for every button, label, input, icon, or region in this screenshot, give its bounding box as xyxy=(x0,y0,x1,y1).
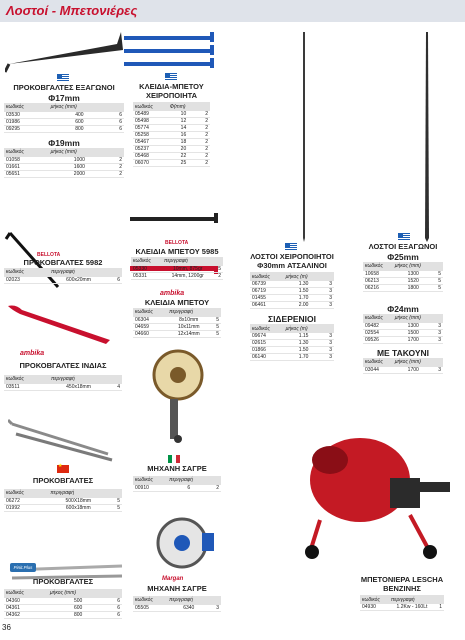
table-cell: 04361 xyxy=(4,604,48,611)
table-row xyxy=(250,295,334,302)
table-cell: 10 xyxy=(168,111,200,118)
table-row xyxy=(363,329,443,336)
table-row xyxy=(133,485,221,492)
table-row xyxy=(4,504,122,511)
section-subtitle-2: Φ19mm xyxy=(48,137,80,148)
bellota-logo: BELLOTA xyxy=(165,240,189,246)
table-cell: 2 xyxy=(199,139,210,146)
flag-greece xyxy=(57,74,69,82)
flag-italy xyxy=(168,455,180,463)
table-cell: 3 xyxy=(324,354,334,361)
page-title: Λοστοί - Μπετονιέρες xyxy=(6,3,138,18)
section-subtitle: Φ17mm xyxy=(48,92,80,103)
table-header-cell: κωδικός xyxy=(4,148,49,157)
table-cell: 6 xyxy=(110,118,124,125)
table-cell: 600 xyxy=(48,604,109,611)
table-row xyxy=(363,336,443,343)
table-cell: 1000 xyxy=(49,157,111,164)
table-cell: 06461 xyxy=(250,302,284,309)
section-title: ΜΗΧΑΝΗ ΣΑΓΡΕ xyxy=(147,584,207,593)
table-header-cell xyxy=(210,308,221,317)
table-cell: 00910 xyxy=(133,485,167,492)
table-row xyxy=(4,163,124,170)
flag-china xyxy=(57,465,69,473)
red-crowbar-image xyxy=(2,300,117,350)
table-header-cell: περιγραφή xyxy=(167,596,210,605)
table-cell: 5 xyxy=(108,504,122,511)
product-table-2 xyxy=(250,324,334,361)
table-header-cell: περιγραφή xyxy=(49,268,108,277)
section-subtitle-3: ΜΕ ΤΑΚΟΥΝΙ xyxy=(376,347,430,358)
table-cell: 1300 xyxy=(393,271,434,278)
table-cell: 2 xyxy=(199,146,210,153)
table-cell: 2 xyxy=(199,125,210,132)
table-cell: 2 xyxy=(110,170,124,177)
table-cell: 06140 xyxy=(250,354,284,361)
table-cell: 1300 xyxy=(393,323,434,330)
table-cell: 09482 xyxy=(363,323,393,330)
product-table xyxy=(133,308,221,338)
table-header-cell: κωδικός xyxy=(4,103,49,112)
table-cell: 5 xyxy=(434,277,443,284)
product-table-2 xyxy=(4,148,124,178)
table-row xyxy=(133,330,221,337)
table-header-cell: κωδικός xyxy=(363,358,393,367)
table-cell: 05330 xyxy=(131,266,162,273)
table-cell: 1.30 xyxy=(284,340,324,347)
table-cell: 05505 xyxy=(133,605,167,612)
table-header-cell xyxy=(324,324,334,333)
table-header-cell xyxy=(199,102,210,111)
product-table xyxy=(363,262,443,292)
table-cell: 05774 xyxy=(133,125,168,132)
table-cell: 12 xyxy=(168,118,200,125)
table-cell: 6 xyxy=(108,604,122,611)
table-cell: 1800 xyxy=(393,284,434,291)
table-cell: 6 xyxy=(108,611,122,618)
section-title: ΚΛΕΙΔΙΑ-ΜΠΕΤΟΥ ΧΕΙΡΟΠΟΙΗΤΑ xyxy=(139,82,204,100)
table-header-cell: μήκος (mm) xyxy=(393,262,434,271)
table-header-cell: κωδικός xyxy=(360,595,389,604)
table-cell: 06272 xyxy=(4,498,48,505)
table-cell: 6 xyxy=(108,598,122,605)
table-header-cell: κωδικός xyxy=(250,272,284,281)
section-india-crowbars xyxy=(4,362,122,391)
section-title: ΠΡΟΚΟΒΓΑΛΤΕΣ xyxy=(32,476,94,485)
ambika-logo: ambika xyxy=(160,290,185,297)
table-row xyxy=(363,277,443,284)
table-row xyxy=(4,277,122,284)
table-cell: 8x10mm xyxy=(167,317,210,324)
table-cell: 2 xyxy=(199,111,210,118)
table-cell: 05237 xyxy=(133,146,168,153)
table-header-cell xyxy=(210,596,221,605)
table-cell: 1.15 xyxy=(284,333,324,340)
table-header-cell: περιγραφή xyxy=(167,308,210,317)
table-cell: 06719 xyxy=(250,288,284,295)
table-row xyxy=(4,170,124,177)
table-cell: 05498 xyxy=(133,118,168,125)
section-subtitle-2: Φ24mm xyxy=(387,303,419,314)
table-header-cell xyxy=(108,589,122,598)
table-header-cell xyxy=(110,103,124,112)
table-header-cell: περιγραφή xyxy=(49,375,108,384)
concrete-key-blue-image xyxy=(120,28,220,73)
section-title: ΚΛΕΙΔΙΑ ΜΠΕΤΟΥ 5985 xyxy=(135,247,219,256)
table-row xyxy=(133,146,210,153)
table-cell: 3 xyxy=(210,605,221,612)
table-cell: 04930 xyxy=(360,604,389,611)
product-table xyxy=(133,476,221,492)
table-cell: 10mm, 875gr xyxy=(162,266,213,273)
table-header-cell: Φ(mm) xyxy=(168,102,200,111)
table-cell: 06216 xyxy=(363,284,393,291)
table-cell: 6 xyxy=(108,277,122,284)
table-cell: 450x18mm xyxy=(49,384,108,391)
margan-logo: Margan xyxy=(162,576,184,582)
table-header-cell: περιγραφή xyxy=(48,489,108,498)
pinit-logo: Pinit.Plus xyxy=(10,563,36,572)
table-header-cell: κωδικός xyxy=(363,262,393,271)
table-cell: 5 xyxy=(108,498,122,505)
table-cell: 05489 xyxy=(133,111,168,118)
table-header-cell xyxy=(324,272,334,281)
table-header-cell: κωδικός xyxy=(4,375,49,384)
table-cell: 3 xyxy=(324,347,334,354)
table-cell: 09295 xyxy=(4,125,49,132)
section-hex-crowbars xyxy=(4,84,124,178)
table-cell: 10658 xyxy=(363,271,393,278)
section-bellota-keys xyxy=(131,248,223,280)
table-cell: 5 xyxy=(434,271,443,278)
table-row xyxy=(360,604,444,611)
table-row xyxy=(133,132,210,139)
table-header-cell xyxy=(110,148,124,157)
steel-crowbars-image xyxy=(8,418,118,463)
table-header-cell: κωδικός xyxy=(131,257,162,266)
product-table xyxy=(133,102,210,167)
table-cell: 09526 xyxy=(363,336,393,343)
table-row xyxy=(133,153,210,160)
table-row xyxy=(4,384,122,391)
table-cell: 12x14mm xyxy=(167,330,210,337)
table-cell: 2 xyxy=(199,153,210,160)
table-row xyxy=(363,284,443,291)
table-header-cell xyxy=(434,358,443,367)
product-table xyxy=(4,268,122,284)
table-cell: 1600 xyxy=(49,163,111,170)
table-row xyxy=(133,139,210,146)
table-cell: 05258 xyxy=(133,132,168,139)
section-title: ΠΡΟΚΟΒΓΑΛΤΕΣ ΕΞΑΓΩΝΟΙ xyxy=(13,83,115,92)
table-cell: 2 xyxy=(210,485,221,492)
table-row xyxy=(250,347,334,354)
table-cell: 01661 xyxy=(4,163,49,170)
table-cell: 02554 xyxy=(363,329,393,336)
table-cell: 1520 xyxy=(393,277,434,284)
section-ambika-keys xyxy=(133,299,221,338)
table-cell: 800 xyxy=(49,125,111,132)
table-cell: 01986 xyxy=(4,118,49,125)
concrete-mixer-image xyxy=(290,420,455,560)
table-cell: 3 xyxy=(324,340,334,347)
table-row xyxy=(133,605,221,612)
table-cell: 5 xyxy=(213,266,223,273)
table-cell: 3 xyxy=(434,329,443,336)
table-cell: 5 xyxy=(210,323,221,330)
table-header-cell: κωδικός xyxy=(133,102,168,111)
page-number: 36 xyxy=(2,623,11,632)
section-pinit-crowbars xyxy=(4,578,122,619)
product-table xyxy=(133,596,221,612)
product-table-2 xyxy=(363,314,443,344)
table-header-cell xyxy=(434,262,443,271)
table-cell: 6 xyxy=(110,112,124,119)
table-row xyxy=(133,160,210,167)
table-cell: 5 xyxy=(434,284,443,291)
table-cell: 2000 xyxy=(49,170,111,177)
table-cell: 4 xyxy=(108,384,122,391)
table-row xyxy=(250,288,334,295)
table-cell: 6 xyxy=(167,485,210,492)
table-header-cell: κωδικός xyxy=(133,596,167,605)
table-cell: 1500 xyxy=(393,329,434,336)
table-cell: 500 xyxy=(48,598,109,605)
table-row xyxy=(133,323,221,330)
table-header-cell: περιγραφή xyxy=(389,595,435,604)
table-cell: 04362 xyxy=(4,611,48,618)
table-cell: 04660 xyxy=(133,330,167,337)
table-cell: 02023 xyxy=(4,277,49,284)
table-row xyxy=(4,604,122,611)
table-cell: 2.00 xyxy=(284,302,324,309)
table-cell: 2 xyxy=(110,157,124,164)
table-cell: 600x18mm xyxy=(48,504,108,511)
table-cell: 2 xyxy=(199,160,210,167)
table-cell: 1.70 xyxy=(284,295,324,302)
table-cell: 600x20mm xyxy=(49,277,108,284)
product-table xyxy=(4,103,124,133)
table-row xyxy=(133,118,210,125)
table-cell: 01058 xyxy=(4,157,49,164)
table-cell: 2 xyxy=(213,272,223,279)
table-cell: 1700 xyxy=(393,367,434,374)
table-cell: 400 xyxy=(49,112,111,119)
table-row xyxy=(363,367,443,374)
section-bellota-crowbars xyxy=(4,259,122,284)
table-cell: 09674 xyxy=(250,333,284,340)
flag-greece xyxy=(165,73,177,81)
section-margan-sagre xyxy=(133,585,221,612)
table-header-cell: κωδικός xyxy=(4,268,49,277)
section-lescha-mixer xyxy=(360,576,444,611)
table-header-cell: κωδικός xyxy=(133,308,167,317)
section-subtitle-2: ΣΙΔΕΡΕΝΙΟΙ xyxy=(267,314,317,325)
section-title: ΜΗΧΑΝΗ ΣΑΓΡΕ xyxy=(147,464,207,473)
table-header-cell: κωδικός xyxy=(363,314,393,323)
table-cell: 3 xyxy=(324,295,334,302)
table-row xyxy=(4,611,122,618)
section-title: ΠΡΟΚΟΒΓΑΛΤΕΣ xyxy=(32,577,94,586)
table-header-cell xyxy=(108,268,122,277)
section-title: ΠΡΟΚΟΒΓΑΛΤΕΣ ΙΝΔΙΑΣ xyxy=(19,361,107,370)
product-table xyxy=(4,489,122,512)
product-table xyxy=(131,257,223,280)
table-row xyxy=(131,272,223,279)
section-title: ΠΡΟΚΟΒΓΑΛΤΕΣ 5982 xyxy=(23,258,103,267)
table-header-cell xyxy=(435,595,444,604)
table-header-cell: μήκος (mm) xyxy=(393,314,434,323)
table-cell: 05651 xyxy=(4,170,49,177)
table-cell: 500X18mm xyxy=(48,498,108,505)
table-cell: 01455 xyxy=(250,295,284,302)
flag-greece xyxy=(285,243,297,251)
table-cell: 14mm, 1200gr xyxy=(162,272,213,279)
table-header-cell xyxy=(108,489,122,498)
table-cell: 800 xyxy=(48,611,109,618)
table-cell: 05468 xyxy=(133,153,168,160)
table-cell: 1.50 xyxy=(284,288,324,295)
page-header xyxy=(0,0,465,22)
table-row xyxy=(4,125,124,132)
table-cell: 2 xyxy=(110,163,124,170)
table-cell: 5 xyxy=(210,317,221,324)
product-table xyxy=(4,589,122,619)
table-header-cell: κωδικός xyxy=(133,476,167,485)
section-sagre-machine xyxy=(133,465,221,492)
table-cell: 05331 xyxy=(131,272,162,279)
product-table xyxy=(4,375,122,391)
table-cell: 3 xyxy=(324,288,334,295)
table-cell: 3 xyxy=(434,367,443,374)
table-row xyxy=(133,125,210,132)
section-title: ΛΟΣΤΟΙ ΧΕΙΡΟΠΟΙΗΤΟΙ Φ30mm ΑΤΣΑΛΙΝΟΙ xyxy=(250,252,334,270)
table-cell: 16 xyxy=(168,132,200,139)
table-cell: 3 xyxy=(324,302,334,309)
table-header-cell: κωδικός xyxy=(4,589,48,598)
product-table-3 xyxy=(363,358,443,374)
table-cell: 03530 xyxy=(4,112,49,119)
table-cell: 1.50 xyxy=(284,347,324,354)
table-cell: 03511 xyxy=(4,384,49,391)
table-cell: 06739 xyxy=(250,281,284,288)
table-header-cell: κωδικός xyxy=(250,324,284,333)
table-cell: 5 xyxy=(210,330,221,337)
section-title: ΜΠΕΤΟΝΙΕΡΑ LESCHA ΒΕΝΖΙΝΗΣ xyxy=(360,575,444,593)
table-cell: 01866 xyxy=(250,347,284,354)
table-cell: 18 xyxy=(168,139,200,146)
table-header-cell: μήκος (mm) xyxy=(49,103,111,112)
table-cell: 10x11mm xyxy=(167,323,210,330)
table-header-cell: μήκος (mm) xyxy=(393,358,434,367)
table-cell: 3 xyxy=(434,323,443,330)
table-header-cell: μήκος (mm) xyxy=(49,148,111,157)
table-header-cell: περιγραφή xyxy=(167,476,210,485)
table-cell: 01992 xyxy=(4,504,48,511)
table-cell: 1700 xyxy=(393,336,434,343)
table-cell: 1.30 xyxy=(284,281,324,288)
flag-greece xyxy=(398,233,410,241)
table-cell: 04360 xyxy=(4,598,48,605)
section-hex-levers xyxy=(363,243,443,374)
section-steel-levers xyxy=(250,253,334,361)
table-cell: 3 xyxy=(324,333,334,340)
table-cell: 6 xyxy=(110,125,124,132)
table-header-cell: μήκος (m) xyxy=(284,324,324,333)
handmade-steel-rods-image xyxy=(290,28,320,243)
table-cell: 20 xyxy=(168,146,200,153)
table-header-cell xyxy=(213,257,223,266)
table-header-cell xyxy=(210,476,221,485)
table-row xyxy=(250,340,334,347)
table-cell: 06304 xyxy=(133,317,167,324)
hex-rods-image xyxy=(412,28,442,243)
table-cell: 03044 xyxy=(363,367,393,374)
table-cell: 1 xyxy=(435,604,444,611)
ambika-logo: ambika xyxy=(20,350,45,357)
table-cell: 02615 xyxy=(250,340,284,347)
table-header-cell xyxy=(108,375,122,384)
table-header-cell: μήκος (mm) xyxy=(48,589,109,598)
table-cell: 1.2Kw - 160Lt xyxy=(389,604,435,611)
section-subtitle: Φ25mm xyxy=(387,251,419,262)
table-header-cell: μήκος (m) xyxy=(284,272,324,281)
table-cell: 3 xyxy=(324,281,334,288)
table-cell: 14 xyxy=(168,125,200,132)
table-header-cell: κωδικός xyxy=(4,489,48,498)
table-cell: 22 xyxy=(168,153,200,160)
bellota-key-image xyxy=(126,205,226,235)
sagre-machine-blue-image xyxy=(148,505,218,585)
table-cell: 2 xyxy=(199,132,210,139)
product-table xyxy=(250,272,334,309)
table-cell: 1.70 xyxy=(284,354,324,361)
table-cell: 06213 xyxy=(363,277,393,284)
table-row xyxy=(250,354,334,361)
table-header-cell xyxy=(434,314,443,323)
section-handmade-keys xyxy=(133,83,210,167)
table-cell: 3 xyxy=(434,336,443,343)
table-row xyxy=(250,302,334,309)
table-header-cell: περιγραφή xyxy=(162,257,213,266)
sagre-machine-image xyxy=(148,335,213,445)
table-cell: 06070 xyxy=(133,160,168,167)
section-chinese-crowbars xyxy=(4,477,122,512)
section-title: ΚΛΕΙΔΙΑ ΜΠΕΤΟΥ xyxy=(144,298,210,307)
bellota-logo: BELLOTA xyxy=(37,252,61,258)
table-cell: 05467 xyxy=(133,139,168,146)
table-cell: 600 xyxy=(49,118,111,125)
section-title: ΛΟΣΤΟΙ ΕΞΑΓΩΝΟΙ xyxy=(368,242,438,251)
product-table xyxy=(360,595,444,611)
table-cell: 04659 xyxy=(133,323,167,330)
table-row xyxy=(4,118,124,125)
table-cell: 25 xyxy=(168,160,200,167)
table-cell: 2 xyxy=(199,118,210,125)
table-cell: 6340 xyxy=(167,605,210,612)
